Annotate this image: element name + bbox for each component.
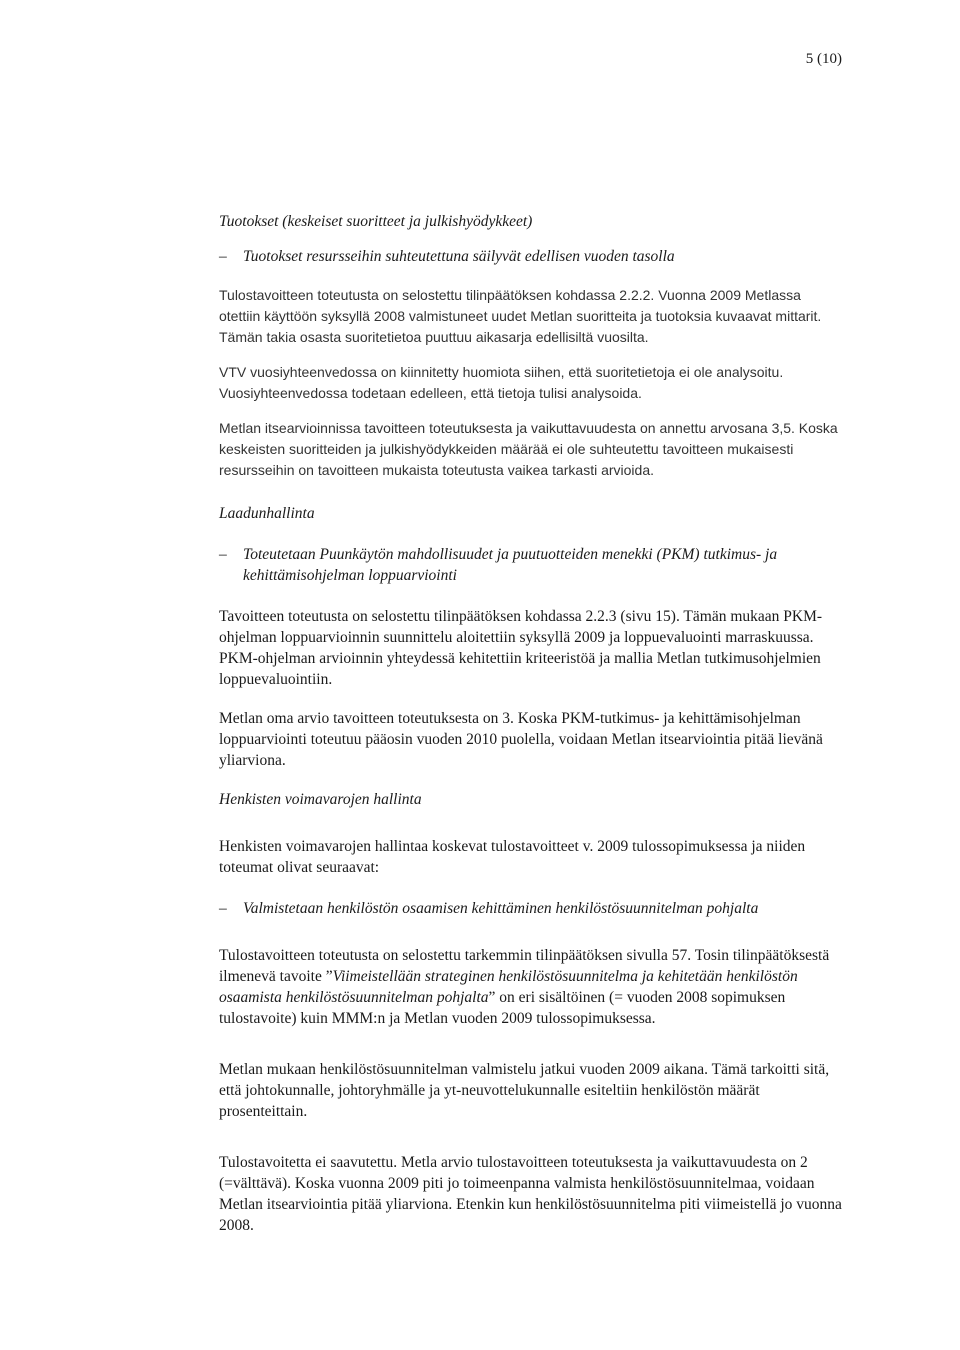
dash-item-tuotokset (219, 246, 844, 267)
dash-item-laadunhallinta (219, 544, 844, 586)
paragraph-text: Tulostavoitteen toteutusta on selostettu tarkemmin tilinpäätöksen sivulla 57. Tosin tilinpäätöksestä ilmenevä tavoite ” (219, 947, 830, 985)
section-heading-laadunhallinta: Laadunhallinta (219, 505, 315, 522)
document-body (219, 211, 844, 1236)
paragraph: Metlan oma arvio tavoitteen toteutuksesta on 3. Koska PKM-tutkimus- ja kehittämisohjelman loppuarviointi toteutuu pääosin vuoden 2010 puolella, voidaan Metlan itsearviointia pitää lievänä yliarviona. (219, 710, 823, 769)
paragraph-text: ” on eri sisältöinen (= vuoden 2008 sopimuksen tulostavoite) kuin MMM:n ja Metlan vuoden 2009 tulossopimuksessa. (219, 989, 786, 1027)
dash-item-text: Tuotokset resursseihin suhteutettuna säilyvät edellisen vuoden tasolla (243, 248, 675, 265)
section-heading-tuotokset: Tuotokset (keskeiset suoritteet ja julkishyödykkeet) (219, 213, 533, 230)
paragraph: Henkisten voimavarojen hallintaa koskevat tulostavoitteet v. 2009 tulossopimuksessa ja niiden toteumat olivat seuraavat: (219, 838, 806, 876)
quoted-goal: Viimeistellään strateginen henkilöstösuunnitelma ja kehitetään henkilöstön osaamista henkilöstösuunnitelman pohjalta (219, 968, 798, 1006)
dash-item-text: Valmistetaan henkilöstön osaamisen kehittäminen henkilöstösuunnitelman pohjalta (243, 900, 759, 917)
dash-item-henkiset-voimavarat (219, 898, 844, 919)
dash-item-text: Toteutetaan Puunkäytön mahdollisuudet ja puutuotteiden menekki (PKM) tutkimus- ja kehittämisohjelman loppuarviointi (243, 546, 778, 584)
paragraph (219, 945, 844, 1029)
paragraph: Metlan itsearvioinnissa tavoitteen toteutuksesta ja vaikuttavuudesta on annettu arvosana 3,5. Koska keskeisten suoritteiden ja julkishyödykkeiden määrää ei ole suhteutettu tavoitteen mukaisesti resursseihin on tavoitteen mukaista toteutusta vaikea tarkasti arvioida. (219, 420, 838, 478)
paragraph: VTV vuosiyhteenvedossa on kiinnitetty huomiota siihen, että suoritetietoja ei ole analysoitu. Vuosiyhteenvedossa todetaan edelleen, että tietoja tulisi analysoida. (219, 364, 784, 401)
dash-marker: – (219, 546, 227, 563)
dash-marker: – (219, 248, 227, 265)
paragraph: Tulostavoitteen toteutusta on selostettu tilinpäätöksen kohdassa 2.2.2. Vuonna 2009 Metlassa otettiin käyttöön syksyllä 2008 valmistuneet uudet Metlan suoritteita ja tuotoksia kuvaavat mittarit. Tämän takia osasta suoritetietoa puuttuu aikasarja edellisiltä vuosilta. (219, 287, 822, 345)
dash-marker: – (219, 900, 227, 917)
paragraph: Metlan mukaan henkilöstösuunnitelman valmistelu jatkui vuoden 2009 aikana. Tämä tarkoitti sitä, että johtokunnalle, johtoryhmälle ja yt-neuvottelukunnalle esiteltiin henkilöstön määrät prosenteittain. (219, 1061, 830, 1120)
paragraph: Tulostavoitetta ei saavutettu. Metla arvio tulostavoitteen toteutuksesta ja vaikuttavuudesta on 2 (=välttävä). Koska vuonna 2009 piti jo toimeenpanna valmista henkilöstösuunnitelmaa, voidaan Metlan itsearviointia pitää yliarviona. Etenkin kun henkilöstösuunnitelma piti viimeistellä jo vuonna 2008. (219, 1154, 842, 1234)
section-heading-henkiset-voimavarat: Henkisten voimavarojen hallinta (219, 791, 422, 808)
page-number: 5 (10) (805, 51, 842, 67)
paragraph: Tavoitteen toteutusta on selostettu tilinpäätöksen kohdassa 2.2.3 (sivu 15). Tämän mukaan PKM-ohjelman loppuarvioinnin suunnittelu aloitettiin syksyllä 2009 ja loppuevaluointi marraskuussa. PKM-ohjelman arvioinnin yhteydessä kehitettiin kriteeristöä ja mallia Metlan tutkimusohjelmien loppuevaluointiin. (219, 608, 823, 688)
